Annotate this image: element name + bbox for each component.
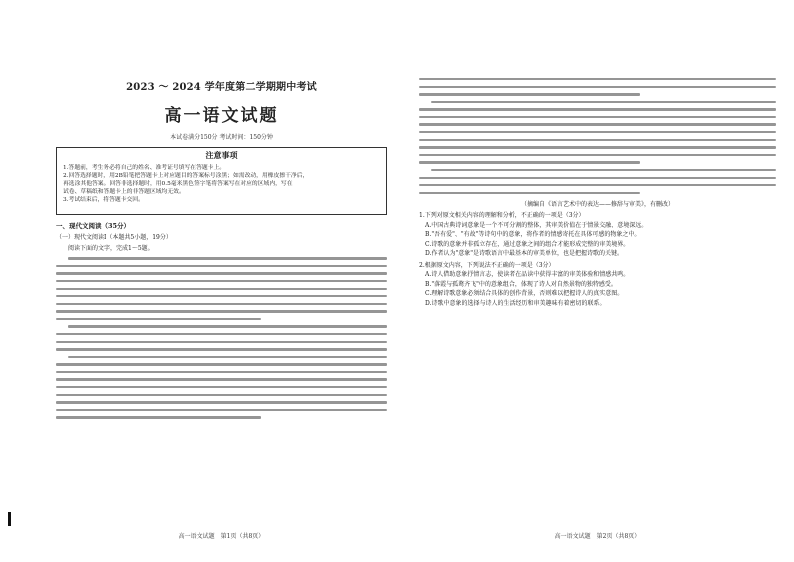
passage-line xyxy=(68,356,387,358)
passage-line xyxy=(419,177,776,179)
passage-line xyxy=(419,139,776,141)
exam-title: 高一语文试题 xyxy=(164,106,279,126)
notice-item: 再选涂其他答案。回答非选择题时，用0.5毫米黑色签字笔将答案写在对应的区域内，写在 xyxy=(63,181,293,187)
binding-mark xyxy=(8,512,11,526)
passage-line xyxy=(68,325,387,327)
sub-head: （一）现代文阅读Ⅰ（本题共5小题，19分） xyxy=(56,234,172,241)
question-1-option-b: B."吾有爱"、"有故"等诗句中的意象，将作者的情感寄托在具体可感的物象之中。 xyxy=(425,231,641,239)
passage-line xyxy=(431,101,776,103)
passage-line xyxy=(56,386,387,388)
passage-line xyxy=(56,348,387,350)
passage-line xyxy=(56,416,261,418)
page-footer: 高一语文试题 第2页（共8页） xyxy=(554,533,641,540)
question-2-option-a: A.诗人借助意象抒情言志，使读者在品读中获得丰富的审美体验和情感共鸣。 xyxy=(425,271,630,279)
question-1-stem: 1.下列对原文相关内容的理解和分析，不正确的一项是（3分） xyxy=(419,212,585,220)
passage-line xyxy=(56,280,387,282)
reading-instruction: 阅读下面的文字，完成1～5题。 xyxy=(68,245,154,252)
passage-line xyxy=(419,154,776,156)
passage-line xyxy=(419,116,776,118)
passage-line xyxy=(56,272,387,274)
passage-line xyxy=(419,86,776,88)
question-2-option-c: C.理解诗歌意象必须结合具体的创作背景，否则难以把握诗人的真实意图。 xyxy=(425,290,624,298)
passage-line xyxy=(56,363,387,365)
reading-passage-continued xyxy=(419,78,776,194)
passage-line xyxy=(56,401,387,403)
question-2-option-b: B."落霞与孤鹜齐飞"中的意象组合，体现了诗人对自然景物的独特感受。 xyxy=(425,280,617,288)
passage-line xyxy=(419,131,776,133)
reading-passage xyxy=(56,257,387,419)
question-1-option-d: D.作者认为"意象"是诗歌语言中最基本的审美单位，也是把握诗歌的关键。 xyxy=(425,250,624,258)
passage-line xyxy=(56,295,387,297)
passage-line xyxy=(56,288,387,290)
passage-line xyxy=(419,161,640,163)
passage-line xyxy=(56,371,387,373)
passage-line xyxy=(56,394,387,396)
notice-title: 注意事项 xyxy=(205,150,238,160)
section-head: 一、现代文阅读（35分） xyxy=(56,222,131,230)
passage-line xyxy=(419,192,640,194)
question-1-option-a: A.中国古典诗词意象是一个不可分割的整体，其审美价值在于情景交融、意境深远。 xyxy=(425,221,648,229)
passage-line xyxy=(56,310,387,312)
source-note: （摘编自《语言艺术中的表达——修辞与审美》，有删改） xyxy=(520,201,674,209)
passage-line xyxy=(419,123,776,125)
passage-line xyxy=(56,318,261,320)
passage-line xyxy=(419,184,776,186)
passage-line xyxy=(56,378,387,380)
question-2-option-d: D.诗歌中意象的选择与诗人的生活经历和审美趣味有着密切的联系。 xyxy=(425,299,606,307)
passage-line xyxy=(419,146,776,148)
notice-item: 1.答题前，考生务必将自己的姓名、准考证号填写在答题卡上。 xyxy=(63,165,226,171)
score-line: 本试卷满分150分 考试时间：150分钟 xyxy=(170,134,273,141)
notice-item: 3.考试结束后，将答题卡交回。 xyxy=(63,197,144,203)
passage-line xyxy=(56,409,387,411)
exam-page-right xyxy=(397,0,794,562)
passage-line xyxy=(419,93,640,95)
notice-item: 试卷、草稿纸和答题卡上的非答题区域均无效。 xyxy=(63,189,185,195)
exam-year: 2023 ～ 2024 学年度第二学期期中考试 xyxy=(126,82,317,93)
passage-line xyxy=(56,341,387,343)
question-2-stem: 2.根据原文内容，下列说法不正确的一项是（3分） xyxy=(419,261,555,269)
notice-item: 2.回答选择题时，用2B铅笔把答题卡上对应题目的答案标号涂黑；如需改动，用橡皮擦干净后， xyxy=(63,173,309,179)
passage-line xyxy=(431,169,776,171)
passage-line xyxy=(419,108,776,110)
passage-line xyxy=(419,78,776,80)
passage-line xyxy=(56,265,387,267)
notice-box xyxy=(56,147,387,215)
page-footer: 高一语文试题 第1页（共8页） xyxy=(178,533,265,540)
passage-line xyxy=(68,257,387,259)
passage-line xyxy=(56,303,387,305)
passage-line xyxy=(56,333,387,335)
question-1-option-c: C.诗歌的意象并非孤立存在，通过意象之间的组合才能形成完整的审美境界。 xyxy=(425,240,630,248)
